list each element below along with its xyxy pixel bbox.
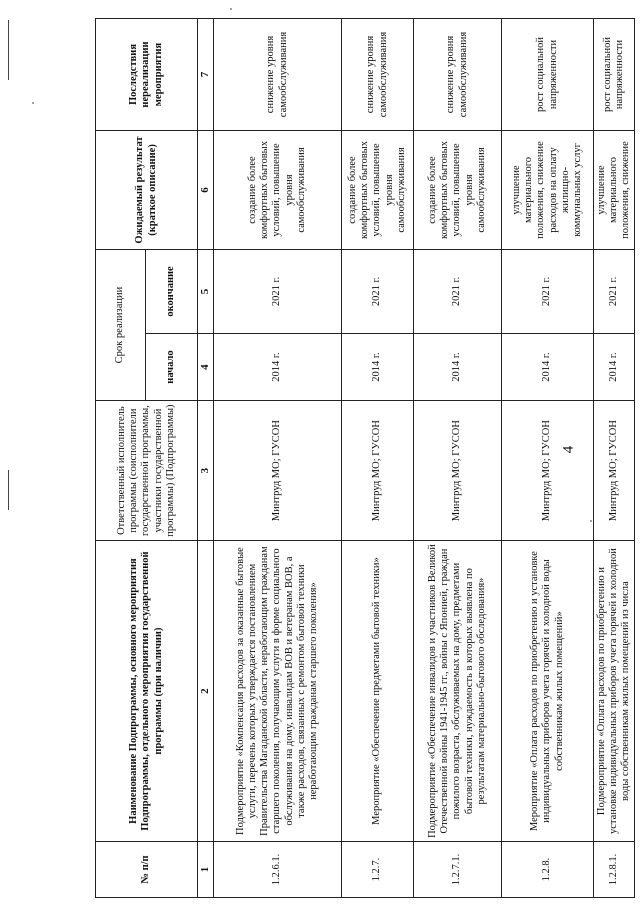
row-end: 2021 г. [414,249,502,333]
row-name: Подмероприятие «Обеспечение инвалидов и участников Великой Отечественной войны 1941-1945 гг., войны с Японией, граждан пожилого возраста, обслуживаемых на дому, предметами бытовой техники, нуждаемость в которых выявлена по результатам материально-бытового обследования» [414,541,502,842]
row-start: 2014 г. [342,333,414,400]
measures-table [95,18,635,898]
row-end: 2021 г. [214,249,342,333]
row-consequence: снижение уровня самообслуживания [342,19,414,131]
row-result: создание более комфортных бытовых условий, повышение уровня самообслуживания [342,131,414,250]
row-executor: Минтруд МО; ГУСОН [594,401,635,541]
left-margin-rule [8,20,9,80]
column-number-row [198,19,214,898]
scan-speck [230,8,232,10]
row-name: Мероприятие «Оплата расходов по приобретению и установке индивидуальных приборов учета горячей и холодной воды собственникам жилых помещений» [502,541,594,842]
row-executor: Минтруд МО; ГУСОН [502,401,594,541]
row-end: 2021 г. [342,249,414,333]
table-row [342,19,414,898]
header-result: Ожидаемый результат (краткое описание) [96,131,198,250]
row-result: создание более комфортных бытовых условий, повышение уровня самообслуживания [414,131,502,250]
column-number: 2 [198,541,214,842]
header-row [96,19,146,898]
row-name: Подмероприятие «Оплата расходов по приобретению и установке индивидуальных приборов учета горячей и холодной воды собственникам жилых помещений из числа [594,541,635,842]
row-result: улучшение материального положения, снижение расходов на оплату жилищно-коммунальных услуг [502,131,594,250]
column-number: 4 [198,333,214,400]
table-row [414,19,502,898]
table-row [502,19,594,898]
row-executor: Минтруд МО; ГУСОН [214,401,342,541]
row-name: Подмероприятие «Компенсация расходов за оказанные бытовые услуги, перечень которых утверждается постановлением Правительства Магаданской области, неработающим гражданам старшего поколения, получающим услуги в форме социального обслуживания на дому, инвалидам ВОВ и ветеранам ВОВ, а также расходов, связанных с ремонтом бытовой техники неработающим гражданам старшего поколения» [214,541,342,842]
row-consequence: снижение уровня самообслуживания [414,19,502,131]
column-number: 1 [198,842,214,898]
left-margin-rule [8,470,9,510]
row-start: 2014 г. [502,333,594,400]
row-executor: Минтруд МО; ГУСОН [342,401,414,541]
row-code: 1.2.8.1. [594,842,635,898]
table-row [594,19,635,898]
row-code: 1.2.7. [342,842,414,898]
header-name: Наименование Подпрограммы, основного мероприятия Подпрограммы, отдельного мероприятия государственной программы (при наличии) [96,541,198,842]
header-start: начало [146,333,198,400]
row-consequence: рост социальной напряженности [594,19,635,131]
row-end: 2021 г. [594,249,635,333]
header-number: № п/п [96,842,198,898]
column-number: 7 [198,19,214,131]
row-result: создание более комфортных бытовых условий, повышение уровня самообслуживания [214,131,342,250]
row-name: Мероприятие «Обеспечение предметами бытовой техники» [342,541,414,842]
row-code: 1.2.7.1. [414,842,502,898]
row-result: улучшение материального положения, снижение [594,131,635,250]
row-end: 2021 г. [502,249,594,333]
header-period: Срок реализации [96,249,146,400]
header-end: окончание [146,249,198,333]
row-consequence: снижение уровня самообслуживания [214,19,342,131]
row-code: 1.2.6.1. [214,842,342,898]
table-row [214,19,342,898]
header-consequence: Последствия нереализации мероприятия [96,19,198,131]
row-start: 2014 г. [214,333,342,400]
page-number: 4 [560,445,577,454]
rotated-table-container [95,18,632,898]
column-number: 6 [198,131,214,250]
row-consequence: рост социальной напряженности [502,19,594,131]
header-executor: Ответственный исполнитель программы (соисполнители государственной программы, участники государственной программы) (Подпрограммы) [96,401,198,541]
row-executor: Минтруд МО; ГУСОН [414,401,502,541]
row-start: 2014 г. [594,333,635,400]
row-start: 2014 г. [414,333,502,400]
row-code: 1.2.8. [502,842,594,898]
scan-speck [32,102,34,104]
column-number: 3 [198,401,214,541]
column-number: 5 [198,249,214,333]
